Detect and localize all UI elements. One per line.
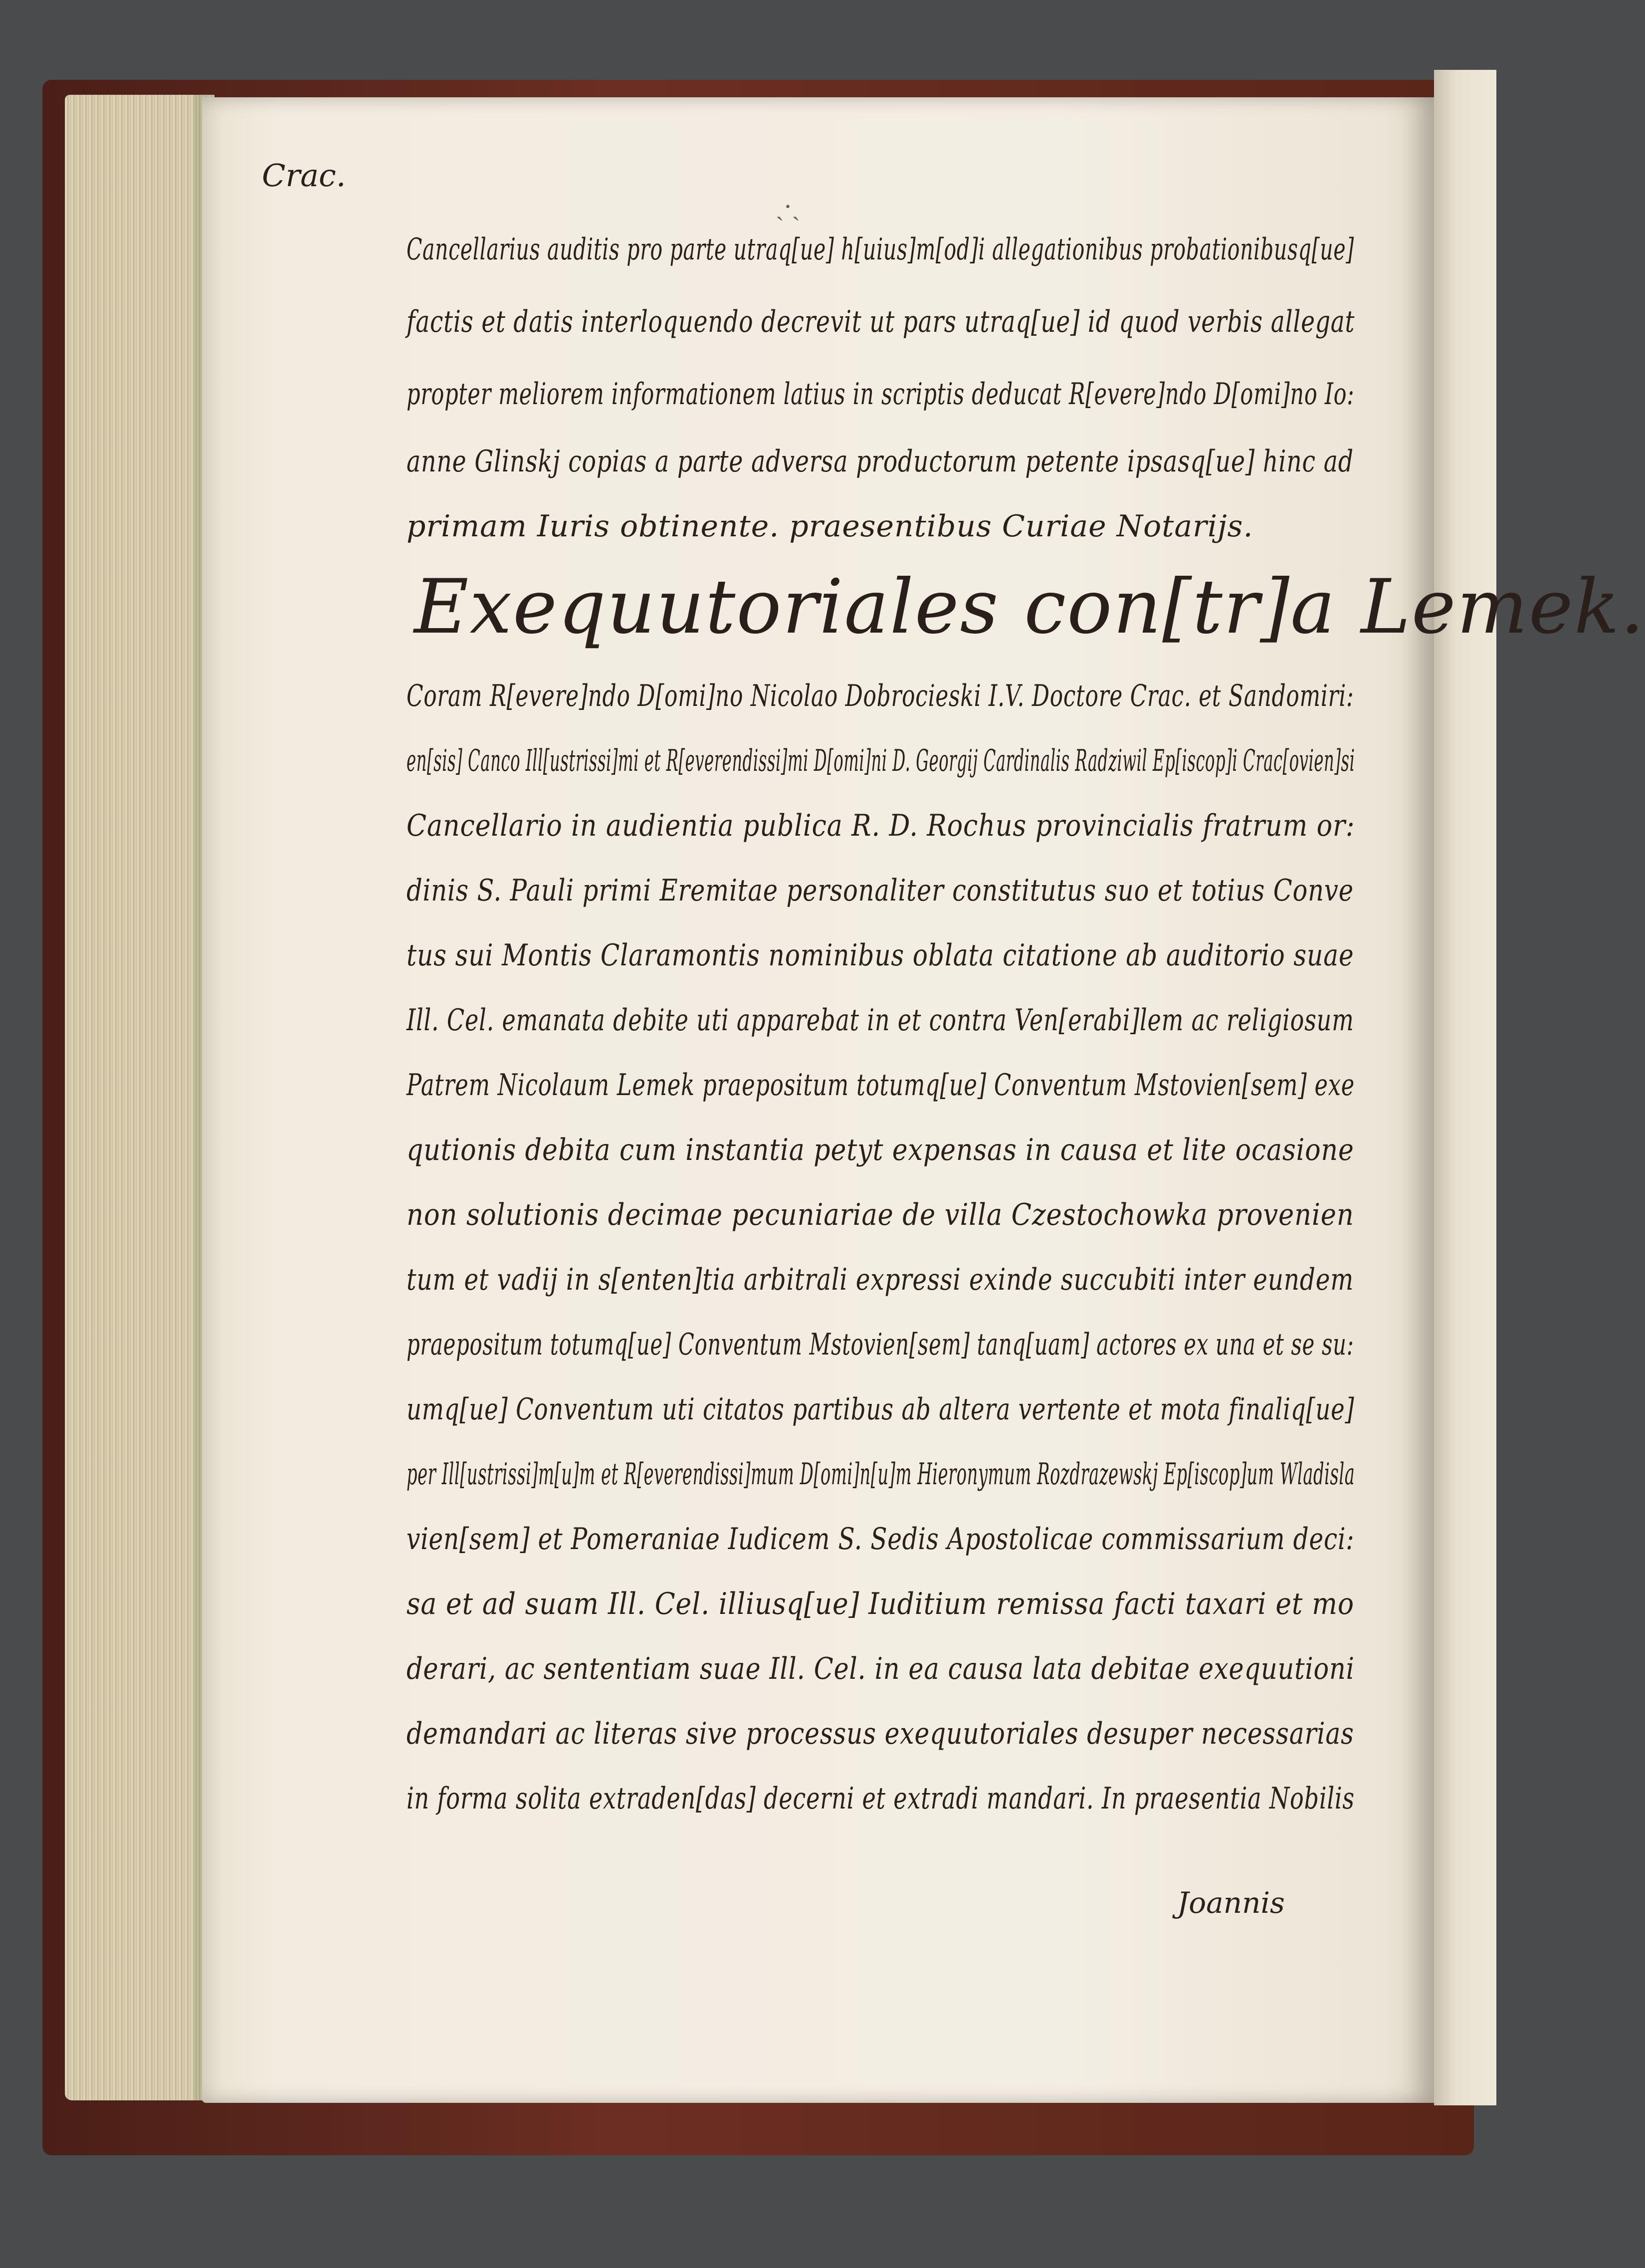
text-line: derari, ac sententiam suae Ill. Cel. in ea causa lata debitae exequutioni — [407, 1651, 1355, 1686]
text-line: sa et ad suam Ill. Cel. illiusq[ue] Iuditium remissa facti taxari et mo — [407, 1587, 1354, 1621]
text-line: dinis S. Pauli primi Eremitae personaliter constitutus suo et totius Conve — [407, 873, 1354, 908]
text-line: qutionis debita cum instantia petyt expensas in causa et lite ocasione — [407, 1133, 1354, 1167]
text-line: per Ill[ustrissi]m[u]m et R[everendissi]mum D[omi]n[u]m Hieronymum Rozdrazewskj Ep[iscop]um Wladisla — [407, 1457, 1355, 1492]
text-line: Coram R[evere]ndo D[omi]no Nicolao Dobrocieski I.V. Doctore Crac. et Sandomiri: — [407, 679, 1354, 713]
text-line: demandari ac literas sive processus exequutoriales desuper necessarias — [407, 1716, 1354, 1751]
text-line: umq[ue] Conventum uti citatos partibus ab altera vertente et mota finaliq[ue] — [407, 1392, 1355, 1427]
text-line: Cancellarius auditis pro parte utraq[ue] h[uius]m[od]i allegationibus probationibusq[ue] — [407, 232, 1354, 267]
text-line: praepositum totumq[ue] Conventum Mstovien[sem] tanq[uam] actores ex una et se su: — [407, 1327, 1354, 1362]
text-line: vien[sem] et Pomeraniae Iudicem S. Sedis Apostolicae commissarium deci: — [407, 1522, 1355, 1557]
ink-blot: ˎ·ˏ — [776, 192, 801, 221]
text-line: primam Iuris obtinente. praesentibus Curiae Notarijs. — [407, 509, 1253, 544]
text-line: Ill. Cel. emanata debite uti apparebat in et contra Ven[erabi]lem ac religiosum — [407, 1003, 1354, 1038]
text-line: tum et vadij in s[enten]tia arbitrali expressi exinde succubiti inter eundem — [407, 1262, 1354, 1297]
text-line: factis et datis interloquendo decrevit ut pars utraq[ue] id quod verbis allegat — [407, 304, 1355, 339]
text-line: anne Glinskj copias a parte adversa productorum petente ipsasq[ue] hinc ad — [407, 444, 1354, 479]
section-heading: Exequutoriales con[tr]a Lemek. — [414, 564, 1645, 651]
text-line: Patrem Nicolaum Lemek praepositum totumq[ue] Conventum Mstovien[sem] exe — [407, 1068, 1355, 1103]
facing-page-edge — [1434, 70, 1496, 2105]
catchword: Joannis — [1177, 1886, 1285, 1920]
text-line: tus sui Montis Claramontis nominibus oblata citatione ab auditorio suae — [407, 938, 1354, 973]
text-line: Cancellario in audientia publica R. D. Rochus provincialis fratrum or: — [407, 808, 1355, 843]
page-edges — [65, 95, 214, 2100]
corner-note: Crac. — [262, 157, 346, 194]
text-line: in forma solita extraden[das] decerni et extradi mandari. In praesentia Nobilis — [407, 1781, 1355, 1816]
text-line: non solutionis decimae pecuniariae de villa Czestochowka provenien — [407, 1197, 1354, 1232]
text-line: en[sis] Canco Ill[ustrissi]mi et R[everendissi]mi D[omi]ni D. Georgij Cardinalis Radziwil Ep[iscop]i Crac[ovien]si — [407, 743, 1355, 778]
text-line: propter meliorem informationem latius in scriptis deducat R[evere]ndo D[omi]no Io: — [407, 377, 1355, 412]
